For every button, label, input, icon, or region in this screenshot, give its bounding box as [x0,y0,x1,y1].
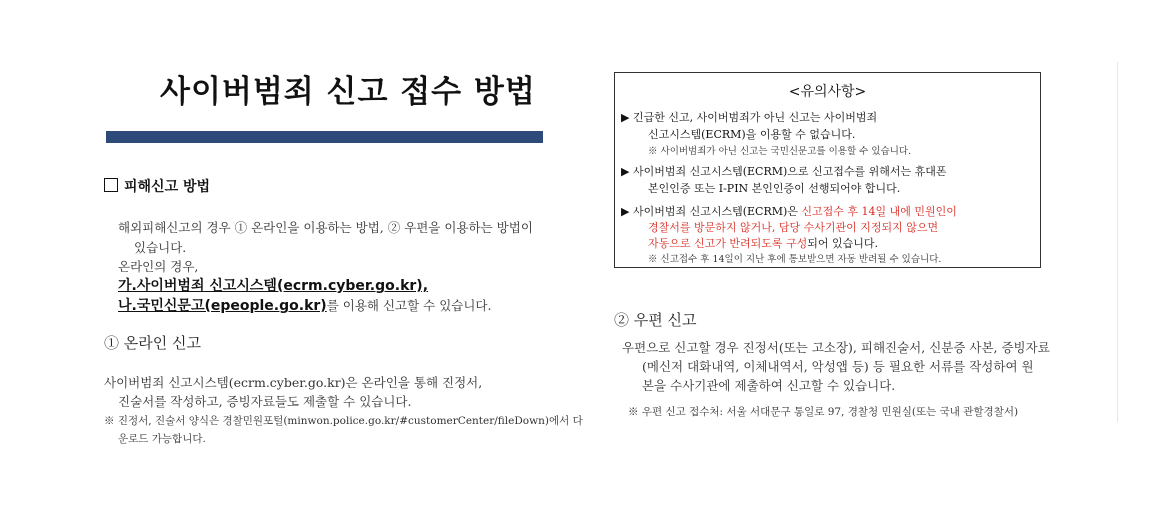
online-line: 사이버범죄 신고시스템(ecrm.cyber.go.kr)은 온라인을 통해 진정서, [104,375,483,390]
notice-note: ※ 신고접수 후 14일이 지난 후에 통보받으면 자동 반려될 수 있습니다. [648,254,942,265]
ecrm-link[interactable]: 가.사이버범죄 신고시스템(ecrm.cyber.go.kr), [118,278,429,294]
notice-item: ▶ 사이버범죄 신고시스템(ECRM)으로 신고접수를 위해서는 휴대폰 [621,165,947,178]
online-note: ※ 진정서, 진술서 양식은 경찰민원포털(minwon.police.go.kr/#customerCenter/fileDown)에서 다 [104,415,583,427]
postal-line: 우편으로 신고할 경우 진정서(또는 고소장), 피해진술서, 신분증 사본, 증빙자료 [622,340,1050,355]
notice-box [614,72,1041,268]
online-report-heading: ① 온라인 신고 [104,334,201,352]
notice-item: 신고시스템(ECRM)을 이용할 수 없습니다. [648,128,856,141]
online-note: 운로드 가능합니다. [118,433,206,445]
highlight-text: 경찰서를 방문하지 않거나, 담당 수사기관이 지정되지 않으면 [648,221,939,234]
notice-item: 본인인증 또는 I-PIN 본인인증이 선행되어야 합니다. [648,182,901,195]
online-line: 진술서를 작성하고, 증빙자료들도 제출할 수 있습니다. [118,394,412,409]
postal-line: 본을 수사기관에 제출하여 신고할 수 있습니다. [642,378,896,393]
notice-item: ▶ 사이버범죄 신고시스템(ECRM)은 신고접수 후 14일 내에 민원인이 [621,205,957,218]
epeople-line [118,295,491,315]
page-edge [1117,62,1118,422]
notice-title: <유의사항> [788,84,867,100]
section-heading: 피해신고 방법 [104,176,210,196]
notice-note: ※ 사이버범죄가 아닌 신고는 국민신문고를 이용할 수 있습니다. [648,146,912,157]
postal-report-heading: ② 우편 신고 [614,311,697,329]
epeople-link[interactable]: 나.국민신문고(epeople.go.kr) [118,298,327,314]
title-divider [106,131,543,143]
notice-item: ▶ 긴급한 신고, 사이버범죄가 아닌 신고는 사이버범죄 [621,111,878,124]
intro-line: 온라인의 경우, [118,259,199,274]
intro-line: 있습니다. [134,240,187,255]
postal-note: ※ 우편 신고 접수처: 서울 서대문구 통일로 97, 경찰청 민원실(또는 국내 관할경찰서) [628,406,1019,418]
postal-line: (메신저 대화내역, 이체내역서, 악성앱 등) 등 필요한 서류를 작성하여 원 [642,359,1034,374]
notice-item: 자동으로 신고가 반려되도록 구성되어 있습니다. [648,237,879,250]
highlight-text: 신고접수 후 14일 내에 민원인이 [801,205,957,218]
link-tail: 를 이용해 신고할 수 있습니다. [326,298,492,313]
highlight-text: 자동으로 신고가 반려되도록 구성 [648,237,808,250]
checkbox-square-icon [104,178,118,192]
page-title: 사이버범죄 신고 접수 방법 [160,74,536,110]
intro-line: 해외피해신고의 경우 ① 온라인을 이용하는 방법, ② 우편을 이용하는 방법이 [118,220,533,235]
